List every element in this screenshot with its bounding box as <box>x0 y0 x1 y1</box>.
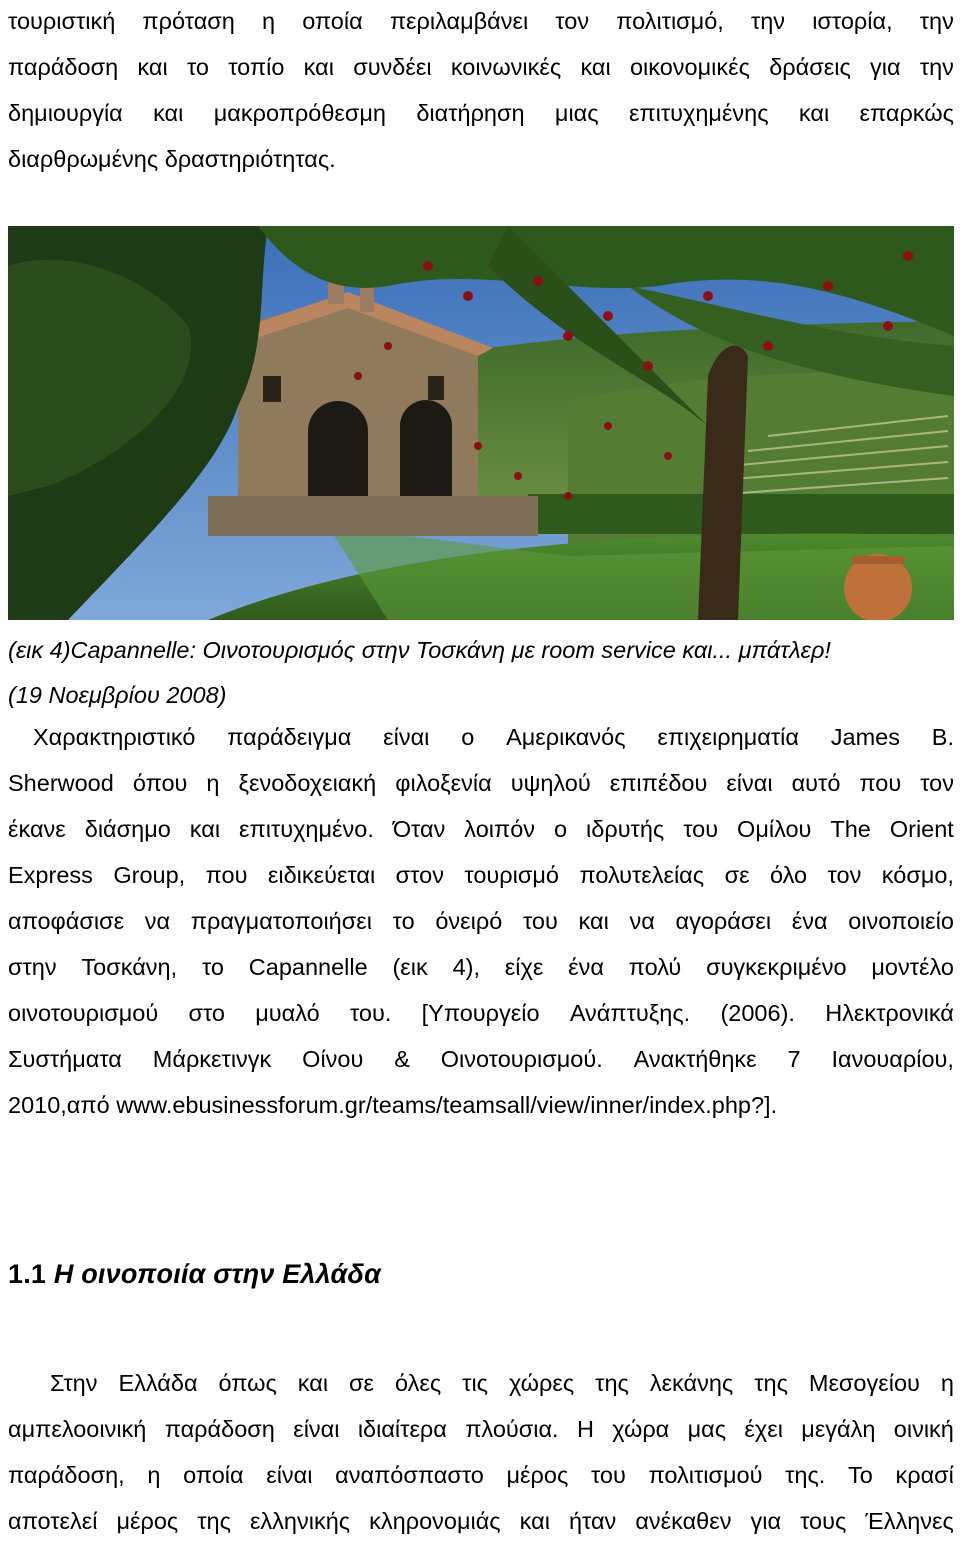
word: όλες <box>395 1370 442 1396</box>
word: τις <box>462 1370 488 1396</box>
tuscany-villa-image <box>8 226 954 620</box>
word: περιλαμβάνει <box>389 8 529 34</box>
word: μέρος <box>506 1462 569 1488</box>
word: του. <box>349 1000 392 1026</box>
word: Ηλεκτρονικά <box>825 1000 954 1026</box>
word: είναι <box>383 724 430 750</box>
word: αυτό <box>791 770 841 796</box>
word: πρόταση <box>142 8 235 34</box>
word: και <box>578 908 609 934</box>
section-title: Η οινοποιία στην Ελλάδα <box>53 1259 382 1289</box>
word: και <box>189 816 221 842</box>
word: αναπόσπαστο <box>335 1462 484 1488</box>
word: [Υπουργείο <box>421 1000 540 1026</box>
text-line <box>8 760 954 806</box>
word: οικονομικές <box>629 54 750 80</box>
word: τους <box>800 1508 847 1534</box>
word: παράδοση, <box>8 1462 125 1488</box>
word: τον <box>920 770 954 796</box>
word: το <box>186 54 209 80</box>
word: χώρα <box>612 1416 670 1442</box>
word: μιας <box>554 100 599 126</box>
word: της <box>197 1508 231 1534</box>
word: Έλληνες <box>865 1508 954 1534</box>
word: οινοποιείο <box>848 908 954 934</box>
word: για <box>870 54 901 80</box>
word: τον <box>827 862 862 888</box>
word: (2006). <box>720 1000 795 1026</box>
word: το <box>201 954 224 980</box>
word: μεγάλη <box>801 1416 876 1442</box>
word: ειδικεύεται <box>267 862 376 888</box>
word: Ομίλου <box>737 816 812 842</box>
word: έχει <box>744 1416 783 1442</box>
word: Αμερικανός <box>506 724 626 750</box>
word: έκανε <box>8 816 66 842</box>
word: και <box>798 100 830 126</box>
word: του <box>522 908 558 934</box>
word: και <box>580 54 611 80</box>
word: πολιτισμό, <box>616 8 724 34</box>
text-line <box>8 1036 954 1082</box>
word: επιχειρηματία <box>657 724 799 750</box>
text-line <box>8 44 954 90</box>
word: Η <box>576 1416 594 1442</box>
word: η <box>147 1462 161 1488</box>
word: μυαλό <box>255 1000 320 1026</box>
text-line <box>8 852 954 898</box>
word: την <box>919 8 954 34</box>
word: πολύ <box>628 954 682 980</box>
word: σε <box>724 862 750 888</box>
word: Sherwood <box>8 770 114 796</box>
word: Group, <box>113 862 186 888</box>
villa-photo <box>8 226 954 620</box>
word: Ελλάδα <box>118 1370 198 1396</box>
word: τουρισμό <box>464 862 559 888</box>
body-paragraph <box>8 714 954 1128</box>
word: Express <box>8 862 93 888</box>
word: Μάρκετινγκ <box>152 1046 272 1072</box>
word: Orient <box>889 816 954 842</box>
word: όλο <box>770 862 808 888</box>
word: είναι <box>293 1416 340 1442</box>
caption-line: (εικ 4)Capannelle: Οινοτουρισμός στην Τοσκάνη με room service και... μπάτλερ! <box>8 637 831 663</box>
word: η <box>206 770 220 796</box>
word: του <box>683 816 719 842</box>
text-line <box>8 1452 954 1498</box>
word: μας <box>687 1416 727 1442</box>
word: οινοτουρισμού <box>8 1000 159 1026</box>
word: ήταν <box>568 1508 617 1534</box>
word: κοινωνικές <box>450 54 562 80</box>
word: λοιπόν <box>464 816 536 842</box>
word: Ιανουαρίου, <box>831 1046 954 1072</box>
word: Τοσκάνη, <box>81 954 178 980</box>
word: Στην <box>50 1370 98 1396</box>
word: του <box>590 1462 626 1488</box>
word: αποτελεί <box>8 1508 98 1534</box>
word: ένα <box>568 954 604 980</box>
word: να <box>144 908 171 934</box>
word: ελληνικής <box>249 1508 351 1534</box>
word: Οίνου <box>302 1046 364 1072</box>
word: 7 <box>787 1046 801 1072</box>
word: 4), <box>452 954 480 980</box>
word: Το <box>847 1462 873 1488</box>
text-line: 2010,από www.ebusinessforum.gr/teams/teamsall/view/inner/index.php?]. <box>8 1092 778 1118</box>
word: B. <box>931 724 954 750</box>
word: που <box>859 770 902 796</box>
word: η <box>261 8 276 34</box>
word: James <box>830 724 900 750</box>
word: αποφάσισε <box>8 908 125 934</box>
text-line <box>8 90 954 136</box>
word: συγκεκριμένο <box>706 954 847 980</box>
word: επαρκώς <box>859 100 954 126</box>
word: της. <box>785 1462 826 1488</box>
word: είναι <box>266 1462 313 1488</box>
word: και <box>303 54 334 80</box>
word: χώρες <box>508 1370 575 1396</box>
word: η <box>940 1370 954 1396</box>
word: όπου <box>132 770 188 796</box>
word: διατήρηση <box>416 100 525 126</box>
word: (εικ <box>392 954 428 980</box>
word: σε <box>349 1370 375 1396</box>
word: κόσμο, <box>881 862 954 888</box>
word: που <box>205 862 248 888</box>
text-line: διαρθρωμένης δραστηριότητας. <box>8 146 336 172</box>
word: φιλοξενία <box>395 770 492 796</box>
word: και <box>137 54 168 80</box>
word: The <box>830 816 871 842</box>
word: & <box>394 1046 410 1072</box>
word: πολιτισμού <box>648 1462 763 1488</box>
word: Οινοτουρισμού. <box>440 1046 603 1072</box>
word: της <box>595 1370 629 1396</box>
word: και <box>153 100 184 126</box>
word: ο <box>461 724 475 750</box>
word: πολυτελείας <box>579 862 705 888</box>
section-number: 1.1 <box>8 1259 47 1289</box>
word: παράδοση <box>164 1416 275 1442</box>
word: αμπελοοινική <box>8 1416 147 1442</box>
word: την <box>919 54 954 80</box>
word: στην <box>8 954 57 980</box>
word: Χαρακτηριστικό <box>33 724 196 750</box>
word: όπως <box>218 1370 277 1396</box>
word: οποία <box>302 8 363 34</box>
text-line <box>8 1498 954 1544</box>
word: ανέκαθεν <box>635 1508 732 1534</box>
section-heading <box>8 1259 381 1290</box>
word: κρασί <box>895 1462 954 1488</box>
word: να <box>629 908 655 934</box>
word: μέρος <box>116 1508 179 1534</box>
word: διάσημο <box>84 816 171 842</box>
text-line <box>8 806 954 852</box>
word: οινική <box>893 1416 954 1442</box>
word: Συστήματα <box>8 1046 122 1072</box>
text-line <box>8 1360 954 1406</box>
text-line <box>8 898 954 944</box>
word: λεκάνης <box>649 1370 734 1396</box>
word: παράδειγμα <box>227 724 352 750</box>
text-line <box>8 990 954 1036</box>
word: επιπέδου <box>609 770 708 796</box>
word: παράδοση <box>8 54 119 80</box>
word: και <box>297 1370 329 1396</box>
word: συνδέει <box>353 54 432 80</box>
text-line <box>8 1406 954 1452</box>
word: ξενοδοχειακή <box>238 770 377 796</box>
word: στον <box>395 862 444 888</box>
word: αγοράσει <box>675 908 772 934</box>
word: Μεσογείου <box>808 1370 920 1396</box>
word: και <box>519 1508 550 1534</box>
text-line <box>8 0 954 44</box>
text-line <box>8 714 954 760</box>
word: δημιουργία <box>8 100 123 126</box>
word: για <box>750 1508 782 1534</box>
word: μοντέλο <box>871 954 954 980</box>
figure-caption <box>8 628 954 718</box>
word: επιτυχημένο. <box>239 816 374 842</box>
word: είναι <box>726 770 773 796</box>
caption-date: (19 Νοεμβρίου 2008) <box>8 682 227 708</box>
text-line <box>8 944 954 990</box>
word: κληρονομιάς <box>369 1508 501 1534</box>
word: Ανάπτυξης. <box>569 1000 691 1026</box>
word: τοπίο <box>228 54 285 80</box>
word: όνειρό <box>435 908 503 934</box>
word: ιδρυτής <box>586 816 665 842</box>
word: οποία <box>183 1462 244 1488</box>
section-paragraph <box>8 1360 954 1544</box>
word: είχε <box>504 954 544 980</box>
word: ιδιαίτερα <box>357 1416 447 1442</box>
word: της <box>754 1370 788 1396</box>
word: τουριστική <box>8 8 116 34</box>
word: το <box>392 908 415 934</box>
word: μακροπρόθεσμη <box>213 100 386 126</box>
word: ιστορία, <box>812 8 893 34</box>
word: πλούσια. <box>465 1416 559 1442</box>
word: στο <box>188 1000 225 1026</box>
word: ο <box>553 816 568 842</box>
word: την <box>750 8 786 34</box>
word: Όταν <box>392 816 446 842</box>
word: επιτυχημένης <box>628 100 769 126</box>
word: πραγματοποιήσει <box>190 908 372 934</box>
word: τον <box>555 8 590 34</box>
word: υψηλού <box>510 770 591 796</box>
word: Capannelle <box>248 954 368 980</box>
word: Ανακτήθηκε <box>633 1046 757 1072</box>
word: ένα <box>791 908 828 934</box>
word: δράσεις <box>769 54 851 80</box>
intro-paragraph <box>8 0 954 182</box>
